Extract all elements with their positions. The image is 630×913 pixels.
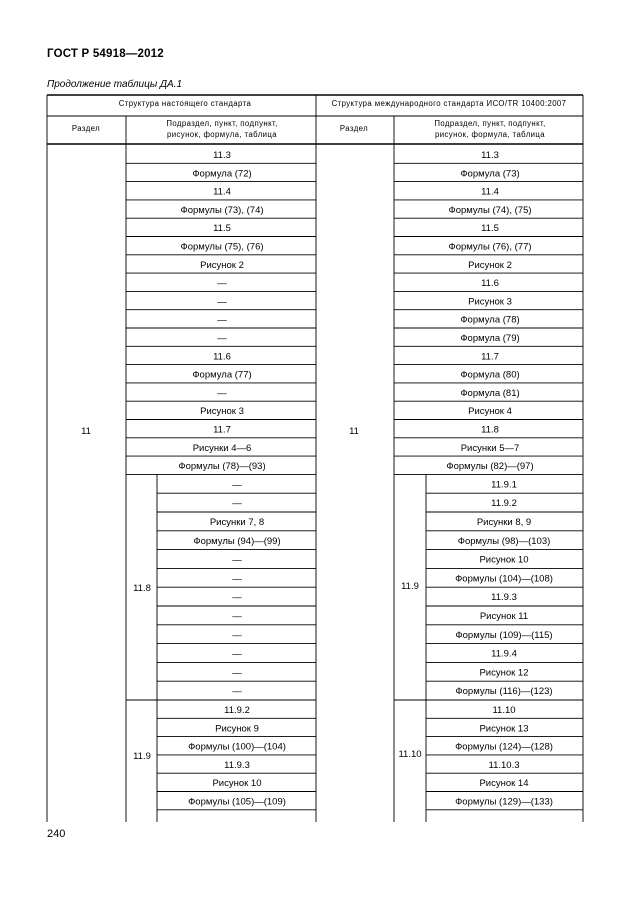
right-cell: Рисунки 5—7	[460, 442, 520, 454]
left-cell: —	[217, 314, 227, 326]
right-sub2-cell: Формулы (124)—(128)	[455, 741, 553, 753]
right-sub1-cell: Формулы (109)—(115)	[455, 629, 553, 641]
left-cell: —	[217, 333, 227, 344]
left-sub1-label: 11.8	[133, 583, 151, 594]
page-number: 240	[47, 828, 66, 840]
right-cell: Формулы (74), (75)	[448, 204, 532, 216]
left-sub1-cell: —	[232, 629, 242, 641]
right-cell: Рисунок 2	[468, 259, 512, 271]
left-sub2-cell: Формулы (100)—(104)	[188, 741, 286, 753]
left-sub1-cell: Формулы (94)—(99)	[193, 535, 281, 547]
left-col-sub-line1: Подраздел, пункт, подпункт,	[166, 119, 278, 128]
left-sub1-cell: —	[232, 667, 242, 679]
right-cell: Рисунок 3	[468, 296, 512, 308]
right-col-razdel: Раздел	[339, 124, 369, 133]
right-sub2-label: 11.10	[398, 749, 422, 760]
document-header: ГОСТ Р 54918—2012	[47, 48, 164, 60]
right-cell: Формула (80)	[460, 369, 520, 381]
left-col-sub-line2: рисунок, формула, таблица	[167, 130, 277, 139]
left-sub1-cell: —	[232, 686, 242, 698]
right-sub1-cell: Формулы (98)—(103)	[457, 535, 551, 547]
right-col-sub-line1: Подраздел, пункт, подпункт,	[434, 119, 546, 128]
left-cell: Формула (72)	[192, 168, 252, 180]
left-sub1-cell: —	[232, 611, 242, 622]
right-sub1-cell: Рисунок 10	[479, 554, 529, 566]
left-cell: Рисунок 2	[200, 259, 244, 271]
left-sub2-label: 11.9	[133, 751, 151, 762]
right-group-header: Структура международного стандарта ИСО/TR 10400:2007	[331, 99, 567, 108]
left-cell: 11.6	[213, 351, 231, 363]
left-cell: Формулы (78)—(93)	[178, 461, 266, 473]
left-col-razdel: Раздел	[71, 124, 101, 133]
right-section-label: 11	[349, 426, 359, 437]
left-cell: 11.7	[213, 424, 231, 436]
table-caption: Продолжение таблицы ДА.1	[47, 79, 183, 90]
left-cell: Формулы (73), (74)	[180, 204, 264, 216]
right-sub2-cell: 11.10.3	[488, 759, 520, 771]
right-sub1-cell: Формулы (116)—(123)	[455, 686, 553, 698]
right-cell: 11.6	[481, 278, 499, 290]
left-sub1-cell: —	[232, 648, 242, 660]
left-sub2-cell: 11.9.3	[224, 759, 250, 771]
right-cell: 11.8	[481, 424, 499, 436]
right-cell: Формулы (76), (77)	[448, 241, 532, 253]
left-sub1-cell: —	[232, 479, 242, 491]
left-sub1-cell: —	[232, 554, 242, 566]
left-cell: 11.3	[213, 150, 231, 161]
left-cell: Формулы (75), (76)	[180, 241, 264, 253]
left-sub1-cell: —	[232, 498, 242, 510]
left-cell: 11.5	[213, 223, 231, 235]
right-cell: 11.7	[481, 351, 499, 363]
right-sub1-cell: Формулы (104)—(108)	[455, 573, 553, 585]
right-sub1-cell: Рисунки 8, 9	[476, 517, 532, 528]
right-cell: 11.3	[481, 150, 499, 161]
right-sub1-cell: 11.9.3	[491, 592, 517, 604]
right-sub1-cell: 11.9.1	[491, 479, 517, 491]
right-cell: Формулы (82)—(97)	[446, 461, 534, 473]
right-cell: Формула (79)	[460, 333, 520, 344]
right-sub1-cell: 11.9.4	[491, 648, 517, 660]
left-cell: 11.4	[213, 186, 231, 198]
right-sub1-cell: Рисунок 11	[479, 611, 529, 622]
left-sub1-cell: —	[232, 592, 242, 604]
left-cell: Рисунки 4—6	[192, 442, 252, 454]
left-group-header: Структура настоящего стандарта	[118, 99, 252, 108]
right-sub2-cell: 11.10	[492, 705, 516, 716]
right-sub1-cell: Рисунок 12	[479, 667, 529, 679]
left-cell: —	[217, 296, 227, 308]
right-sub2-cell: Рисунок 14	[479, 778, 529, 790]
right-cell: Формула (78)	[460, 314, 520, 326]
left-sub1-cell: —	[232, 573, 242, 585]
right-sub2-cell: Рисунок 13	[479, 723, 529, 735]
left-sub2-cell: Рисунок 9	[215, 723, 259, 735]
right-cell: 11.4	[481, 186, 499, 198]
right-cell: Рисунок 4	[468, 406, 512, 418]
left-sub2-cell: Формулы (105)—(109)	[188, 796, 286, 808]
left-sub2-cell: 11.9.2	[224, 705, 250, 716]
right-cell: Формула (73)	[460, 168, 520, 180]
left-sub2-cell: Рисунок 10	[212, 778, 262, 790]
right-cell: 11.5	[481, 223, 499, 235]
right-col-sub-line2: рисунок, формула, таблица	[435, 130, 545, 139]
left-section-label: 11	[81, 426, 91, 437]
left-cell: —	[217, 278, 227, 290]
left-cell: —	[217, 387, 227, 399]
right-sub2-cell: Формулы (129)—(133)	[455, 796, 553, 808]
right-cell: Формула (81)	[460, 387, 520, 399]
left-cell: Формула (77)	[192, 369, 252, 381]
left-sub1-cell: Рисунки 7, 8	[209, 517, 265, 528]
left-cell: Рисунок 3	[200, 406, 244, 418]
right-sub1-label: 11.9	[401, 581, 419, 592]
right-sub1-cell: 11.9.2	[491, 498, 517, 510]
